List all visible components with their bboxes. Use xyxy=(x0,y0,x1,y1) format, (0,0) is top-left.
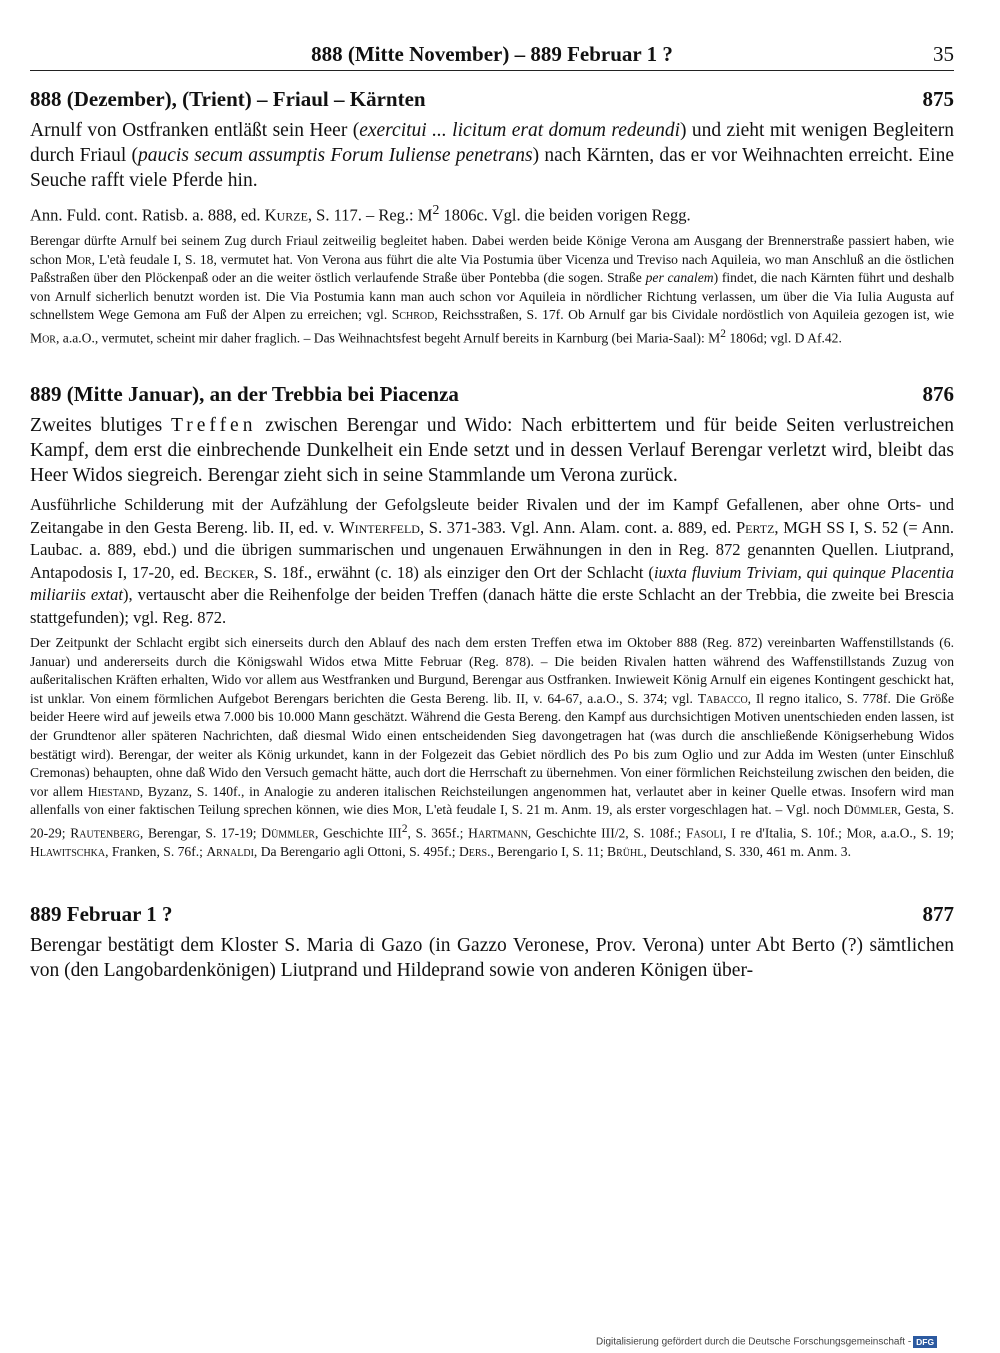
regest-entry-875 xyxy=(30,87,954,348)
regest-text: Berengar bestätigt dem Kloster S. Maria di Gazo (in Gazzo Veronese, Prov. Verona) unter Abt Berto (?) sämtlichen von (den Langobardenkönigen) Liutprand und Hildeprand sowie von anderen Königen über- xyxy=(30,934,954,981)
entry-number: 875 xyxy=(922,87,954,111)
dfg-logo-icon: DFG xyxy=(913,1336,937,1348)
credit-text: Digitalisierung gefördert durch die Deutsche Forschungsgemeinschaft - xyxy=(596,1336,912,1348)
entry-number: 877 xyxy=(922,901,954,926)
entry-heading xyxy=(30,87,954,112)
regest-text: Zweites blutiges Treffen zwischen Berengar und Wido: Nach erbittertem und für beide Seiten verlustreichen Kampf, dem erst die einbrechende Dunkelheit ein Ende setzt und in dessen Verlauf Berengar verletzt wird, bleibt das Heer Widos siegreich. Berengar zieht sich in seine Stammlande um Verona zurück. xyxy=(30,415,954,487)
entry-heading xyxy=(30,382,954,407)
commentary: Der Zeitpunkt der Schlacht ergibt sich einerseits durch den Ablauf des nach dem ersten Treffen etwa im Oktober 888 (Reg. 872) vereinbarten Waffenstillstands (6. Januar) und andererseits durch die Königswahl Widos etwa Mitte Februar (Reg. 878). – Die beiden Rivalen hatten während des Waffenstillstands Zuzug von außeritalischen Kräften erhalten, Wido vor allem aus Westfranken und Burgund, Berengar aus Ostfranken. Inwieweit König Arnulf ein eigenes Kontingent geschickt hat, ist unklar. Von einem förmlichen Aufgebot Berengars berichten die Gesta Bereng. lib. II, v. 64-67, a.a.O., S. 374; vgl. Tabacco, Il regno italico, S. 778f. Die Größe beider Heere wird auf jeweils etwa 7.000 bis 10.000 Mann geschätzt. Während die Gesta Bereng. den Kampf aus durchsichtigen Motiven unentschieden enden lassen, ist der Grundtenor aller späteren Nachrichten, daß diesmal Wido einen entscheidenden Sieg davongetragen hat (was durch die anschließende Königserhebung Widos bestätigt wird). Berengar, der weiter als König urkundet, kann in der Folgezeit das Gebiet nördlich des Po bis zum Oglio und zur Adda im Westen (unter Einschluß Cremonas) behaupten, ohne daß Wido den Versuch gemacht hätte, auch dort die Herrschaft zu übernehmen. Von einer förmlichen Reichsteilung zwischen den beiden, die vor allem Hiestand, Byzanz, S. 140f., in Analogie zu anderen italischen Reichsteilungen angenommen hat, verlautet aber in keiner Quelle etwas. Insofern wird man allenfalls von einer faktischen Teilung sprechen können, wie dies Mor, L'età feudale I, S. 21 m. Anm. 19, als erster vorgeschlagen hat. – Vgl. noch Dümmler, Gesta, S. 20-29; Rautenberg, Berengar, S. 17-19; Dümmler, Geschichte III$^2$, S. 365f.; Hartmann, Geschichte III/2, S. 108f.; Fasoli, I re d'Italia, S. 10f.; Mor, a.a.O., S. 19; Hlawitschka, Franken, S. 76f.; Arnaldi, Da Berengario agli Ottoni, S. 495f.; Ders., Berengario I, S. 11; Brühl, Deutschland, S. 330, 461 m. Anm. 3. xyxy=(30,635,955,860)
entry-number: 876 xyxy=(922,382,954,407)
regest-text: Arnulf von Ostfranken entläßt sein Heer (exercitui ... licitum erat domum redeundi) und zieht mit wenigen Begleitern durch Friaul (paucis secum assumptis Forum Iuliense penetrans) nach Kärnten, das er vor Weihnachten erreicht. Eine Seuche rafft viele Pferde hin. xyxy=(30,120,954,191)
regest-entry-877 xyxy=(30,902,954,983)
regest-entry-876 xyxy=(30,382,954,862)
digitization-credit xyxy=(596,1336,937,1348)
entry-title: 889 Februar 1 ? xyxy=(30,901,173,926)
entry-heading xyxy=(30,902,954,927)
page xyxy=(30,38,954,983)
commentary: Berengar dürfte Arnulf bei seinem Zug durch Friaul zeitweilig begleitet haben. Dabei werden beide Könige Verona am Ausgang der Brennerstraße passiert haben, wie schon Mor, L'età feudale I, S. 18, vermutet hat. Von Verona aus führt die alte Via Postumia über Vicenza und Treviso nach Aquileia, wo man Anschluß an die östlichen Paßstraßen über den Plöckenpaß oder an die weiter östlich verlaufende Straße über Pontebba (die sogen. Straße per canalem) findet, die nach Kärnten führt und deshalb von Arnulf sicherlich benutzt worden ist. Die Via Postumia kann man auch schon vor Aquileia in nördlicher Richtung verlassen, um über die Via Iulia Augusta auf schnellstem Wege Gemona am Fuß der Alpen zu erreichen; vgl. Schrod, Reichsstraßen, S. 17f. Ob Arnulf gar bis Cividale nordöstlich von Aquileia gezogen ist, wie Mor, a.a.O., vermutet, scheint mir daher fraglich. – Das Weihnachtsfest begeht Arnulf bereits in Karnburg (bei Maria-Saal): $M^2$ 1806d; vgl. D Af.42. xyxy=(30,233,954,346)
source-references: Ann. Fuld. cont. Ratisb. a. 888, ed. Kurze, S. 117. – Reg.: $M^2$ 1806c. Vgl. die beiden vorigen Regg. xyxy=(30,202,691,225)
entry-title: 888 (Dezember), (Trient) – Friaul – Kärnten xyxy=(30,87,426,111)
page-number: 35 xyxy=(933,42,954,66)
source-references: Ausführliche Schilderung mit der Aufzählung der Gefolgsleute beider Rivalen und der im Kampf Gefallenen, aber ohne Orts- und Zeitangabe in den Gesta Bereng. lib. II, ed. v. Winterfeld, S. 371-383. Vgl. Ann. Alam. cont. a. 889, ed. Pertz, MGH SS I, S. 52 (= Ann. Laubac. a. 889, ebd.) und die übrigen summarischen und ungenauen Erwähnungen in den in Reg. 872 genannten Quellen. Liutprand, Antapodosis I, 17-20, ed. Becker, S. 18f., erwähnt (c. 18) als einziger den Ort der Schlacht (iuxta fluvium Triviam, qui quinque Placentia miliariis extat), vertauscht aber die Reihenfolge der beiden Treffen (danach hätte die erste Schlacht an der Trebbia, die zweite bei Brescia stattgefunden); vgl. Reg. 872. xyxy=(30,495,954,627)
entry-title: 889 (Mitte Januar), an der Trebbia bei Piacenza xyxy=(30,382,459,407)
running-head xyxy=(30,38,954,71)
running-title: 888 (Mitte November) – 889 Februar 1 ? xyxy=(311,42,673,66)
